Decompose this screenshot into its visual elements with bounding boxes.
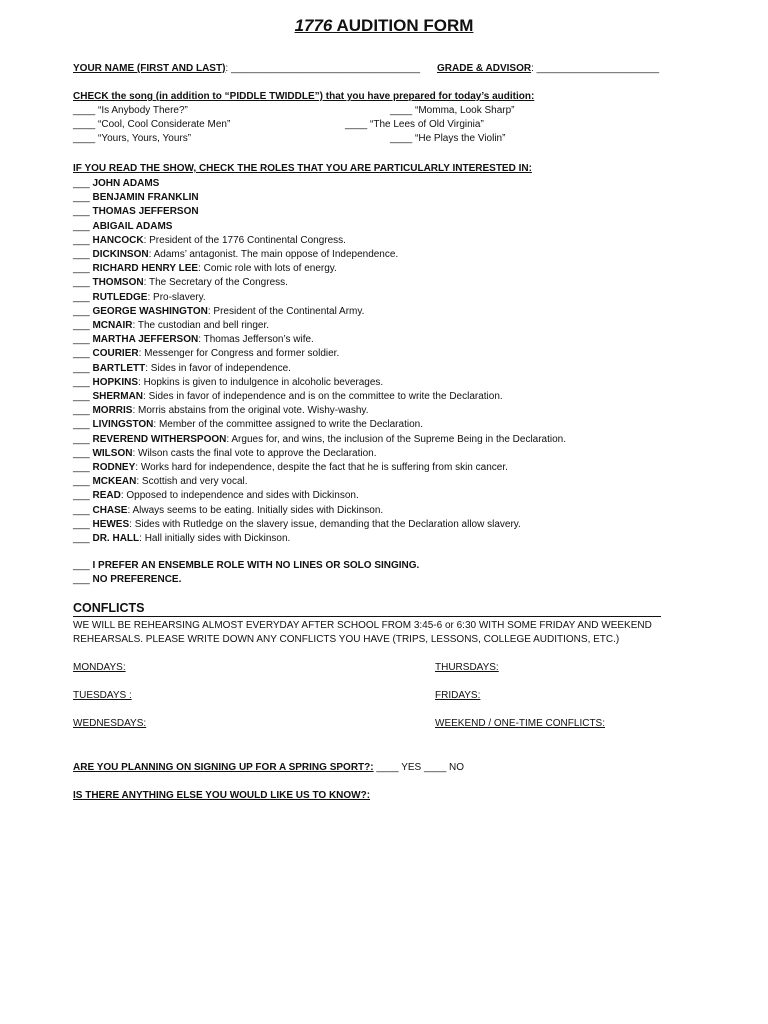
song-check-right-2[interactable]: ____ “The Lees of Old Virginia” <box>345 119 484 130</box>
role-description: : Sides in favor of independence. <box>145 362 291 374</box>
role-blank: ___ <box>73 419 93 431</box>
role-option[interactable] <box>73 305 566 319</box>
role-option[interactable] <box>73 461 566 475</box>
role-option[interactable] <box>73 262 566 276</box>
role-option[interactable] <box>73 362 566 376</box>
role-blank: ___ <box>73 234 93 246</box>
role-description: : Hall initially sides with Dickinson. <box>139 533 291 545</box>
role-blank: ___ <box>73 305 93 317</box>
role-name: LIVINGSTON <box>92 419 154 431</box>
role-option[interactable] <box>73 447 566 461</box>
role-blank: ___ <box>73 178 93 189</box>
grade-blank[interactable]: : ______________________ <box>531 63 660 74</box>
role-name: DICKINSON <box>92 249 149 261</box>
role-option[interactable] <box>73 489 566 503</box>
role-description: : President of the 1776 Continental Congress. <box>143 234 346 246</box>
title-text: AUDITION FORM <box>332 16 474 35</box>
role-name: CHASE <box>92 504 128 516</box>
role-blank: ___ <box>73 447 93 459</box>
name-blank[interactable]: : __________________________________ <box>225 63 421 74</box>
role-name: ABIGAIL ADAMS <box>92 220 173 232</box>
role-option[interactable] <box>73 347 566 361</box>
song-check-left-1[interactable]: ____ “Is Anybody There?” <box>73 105 188 116</box>
role-name: RICHARD HENRY LEE <box>92 263 199 275</box>
role-blank: ___ <box>73 320 93 332</box>
fridays-label[interactable]: FRIDAYS: <box>435 690 481 701</box>
tuesdays-label[interactable]: TUESDAYS : <box>73 690 132 701</box>
role-option[interactable] <box>73 532 566 546</box>
role-name: HOPKINS <box>92 376 139 388</box>
role-name: MARTHA JEFFERSON <box>92 334 199 346</box>
role-description: : Argues for, and wins, the inclusion of the Supreme Being in the Declaration. <box>226 433 567 445</box>
role-name: THOMAS JEFFERSON <box>92 206 199 218</box>
role-description: : Messenger for Congress and former soldier. <box>138 348 340 360</box>
role-blank: ___ <box>73 192 93 204</box>
wednesdays-label[interactable]: WEDNESDAYS: <box>73 718 147 729</box>
role-description: : Always seems to be eating. Initially sides with Dickinson. <box>127 504 384 516</box>
role-name: HEWES <box>92 518 130 530</box>
spring-sport-answers[interactable]: ____ YES ____ NO <box>373 762 465 773</box>
roles-list <box>73 177 566 546</box>
role-description: : Opposed to independence and sides with Dickinson. <box>120 490 359 502</box>
ensemble-blank: ___ <box>73 560 93 571</box>
role-blank: ___ <box>73 376 93 388</box>
role-description: : Hopkins is given to indulgence in alcoholic beverages. <box>138 376 384 388</box>
role-description: : Adams’ antagonist. The main oppose of Independence. <box>148 249 399 261</box>
role-name: HANCOCK <box>92 234 144 246</box>
role-name: COURIER <box>92 348 139 360</box>
role-blank: ___ <box>73 220 93 232</box>
ensemble-option[interactable] <box>73 559 419 573</box>
no-preference-blank: ___ <box>73 574 93 585</box>
conflicts-paragraph: WE WILL BE REHEARSING ALMOST EVERYDAY AFTER SCHOOL FROM 3:45-6 or 6:30 WITH SOME FRIDAY AND WEEKEND REHEARSALS. PLEASE WRITE DOWN ANY CONFLICTS YOU HAVE (TRIPS, LESSONS, COLLEGE AUDITIONS, ETC.) <box>73 620 652 645</box>
role-blank: ___ <box>73 490 93 502</box>
no-preference-label: NO PREFERENCE. <box>92 574 182 585</box>
role-option[interactable] <box>73 518 566 532</box>
conflicts-heading: CONFLICTS <box>73 601 661 617</box>
role-option[interactable] <box>73 177 566 191</box>
role-option[interactable] <box>73 319 566 333</box>
role-description: : Works hard for independence, despite the fact that he is suffering from skin cancer. <box>135 462 508 474</box>
role-name: RODNEY <box>92 462 136 474</box>
role-description: : Comic role with lots of energy. <box>198 263 337 275</box>
song-check-right-1[interactable]: ____ “Momma, Look Sharp” <box>390 105 515 116</box>
role-blank: ___ <box>73 391 93 403</box>
role-description: : Member of the committee assigned to write the Declaration. <box>153 419 423 431</box>
role-option[interactable] <box>73 433 566 447</box>
role-description: : The custodian and bell ringer. <box>132 320 270 332</box>
role-name: READ <box>92 490 121 502</box>
role-name: BARTLETT <box>92 362 146 374</box>
role-option[interactable] <box>73 248 566 262</box>
spring-sport-question: ARE YOU PLANNING ON SIGNING UP FOR A SPRING SPORT?: <box>73 762 374 773</box>
role-option[interactable] <box>73 220 566 234</box>
role-description: : Morris abstains from the original vote. Wishy-washy. <box>132 405 369 417</box>
anything-else-question[interactable]: IS THERE ANYTHING ELSE YOU WOULD LIKE US TO KNOW?: <box>73 790 371 801</box>
role-description: : Scottish and very vocal. <box>136 476 248 488</box>
role-name: MCKEAN <box>92 476 137 488</box>
role-option[interactable] <box>73 418 566 432</box>
role-blank: ___ <box>73 348 93 360</box>
role-option[interactable] <box>73 234 566 248</box>
title-year: 1776 <box>294 16 333 35</box>
role-blank: ___ <box>73 405 93 417</box>
role-name: WILSON <box>92 447 133 459</box>
role-description: : President of the Continental Army. <box>207 305 365 317</box>
role-blank: ___ <box>73 533 93 545</box>
mondays-label[interactable]: MONDAYS: <box>73 662 126 673</box>
thursdays-label[interactable]: THURSDAYS: <box>435 662 499 673</box>
role-option[interactable] <box>73 390 566 404</box>
name-label: YOUR NAME (FIRST AND LAST) <box>73 63 226 74</box>
role-option[interactable] <box>73 404 566 418</box>
role-blank: ___ <box>73 334 93 346</box>
role-name: MCNAIR <box>92 320 133 332</box>
role-description: : Pro-slavery. <box>147 291 206 303</box>
role-description: : Sides with Rutledge on the slavery issue, demanding that the Declaration allow slavery. <box>129 518 521 530</box>
role-option[interactable] <box>73 191 566 205</box>
role-blank: ___ <box>73 277 93 289</box>
grade-row <box>437 62 659 76</box>
role-name: SHERMAN <box>92 391 144 403</box>
spring-sport-row <box>73 761 464 775</box>
role-blank: ___ <box>73 504 93 516</box>
role-name: THOMSON <box>92 277 144 289</box>
role-blank: ___ <box>73 249 93 261</box>
role-description: : Wilson casts the final vote to approve the Declaration. <box>132 447 377 459</box>
role-blank: ___ <box>73 291 93 303</box>
role-option[interactable] <box>73 205 566 219</box>
form-title <box>0 16 768 36</box>
role-name: DR. HALL <box>92 533 140 545</box>
role-option[interactable] <box>73 376 566 390</box>
role-option[interactable] <box>73 504 566 518</box>
ensemble-label: I PREFER AN ENSEMBLE ROLE WITH NO LINES OR SOLO SINGING. <box>92 560 420 571</box>
role-name: GEORGE WASHINGTON <box>92 305 208 317</box>
role-blank: ___ <box>73 206 93 218</box>
grade-label: GRADE & ADVISOR <box>437 63 532 74</box>
role-blank: ___ <box>73 476 93 488</box>
weekend-label[interactable]: WEEKEND / ONE-TIME CONFLICTS: <box>435 718 606 729</box>
role-description: : Sides in favor of independence and is on the committee to write the Declaration. <box>143 391 503 403</box>
role-option[interactable] <box>73 475 566 489</box>
role-name: BENJAMIN FRANKLIN <box>92 192 199 204</box>
song-check-right-3[interactable]: ____ “He Plays the Violin” <box>390 133 506 144</box>
role-blank: ___ <box>73 362 93 374</box>
role-blank: ___ <box>73 518 93 530</box>
role-description: : Thomas Jefferson’s wife. <box>198 334 314 346</box>
song-check-left-3[interactable]: ____ “Yours, Yours, Yours” <box>73 133 192 144</box>
song-check-left-2[interactable]: ____ “Cool, Cool Considerate Men” <box>73 119 231 130</box>
role-name: MORRIS <box>92 405 133 417</box>
role-name: JOHN ADAMS <box>92 178 160 189</box>
role-blank: ___ <box>73 263 93 275</box>
name-row <box>73 62 420 76</box>
role-name: REVEREND WITHERSPOON <box>92 433 227 445</box>
role-description: : The Secretary of the Congress. <box>143 277 288 289</box>
role-blank: ___ <box>73 433 93 445</box>
no-preference-option[interactable] <box>73 573 181 587</box>
role-option[interactable] <box>73 333 566 347</box>
role-option[interactable] <box>73 291 566 305</box>
role-name: RUTLEDGE <box>92 291 148 303</box>
song-instruction: CHECK the song (in addition to “PIDDLE TWIDDLE”) that you have prepared for today’s audition: <box>73 91 535 102</box>
role-option[interactable] <box>73 276 566 290</box>
role-blank: ___ <box>73 462 93 474</box>
roles-instruction: IF YOU READ THE SHOW, CHECK THE ROLES THAT YOU ARE PARTICULARLY INTERESTED IN: <box>73 163 532 174</box>
